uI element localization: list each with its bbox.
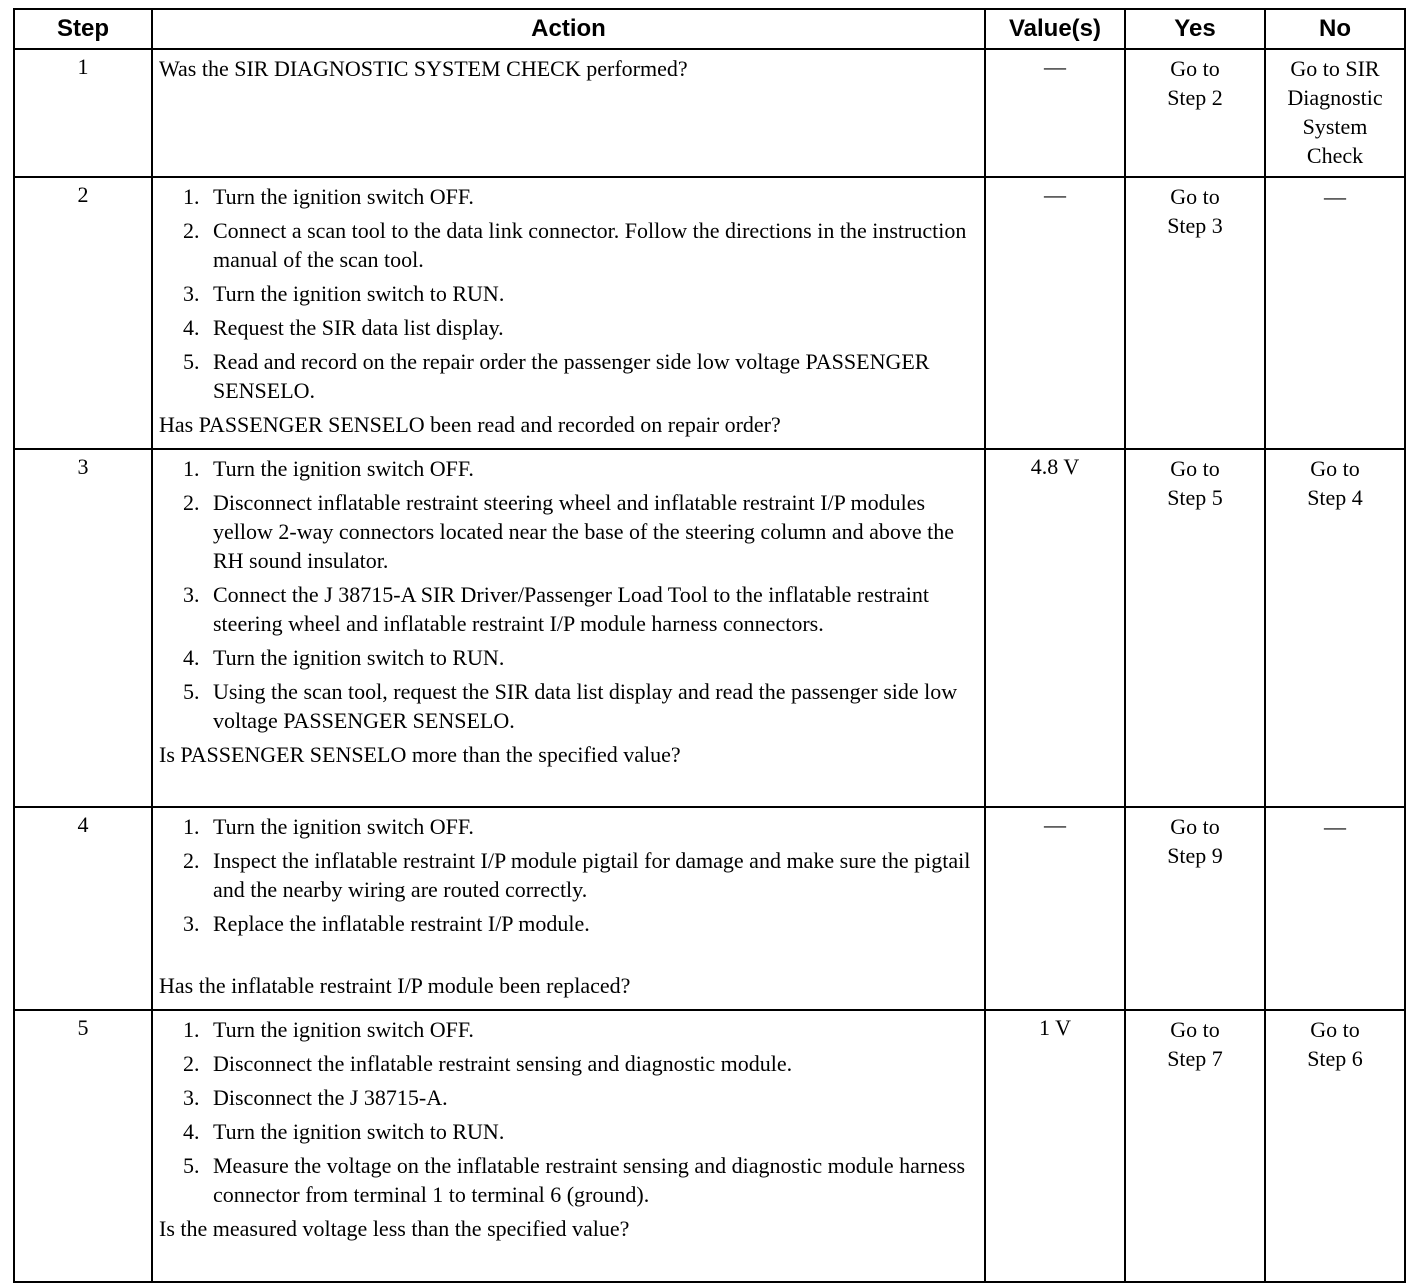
action-step-text: Request the SIR data list display. [213,315,504,340]
action-step-number: 3. [183,281,200,306]
action-cell [152,1010,985,1282]
no-cell [1265,807,1405,1010]
action-cell [152,49,985,177]
action-step-text: Connect a scan tool to the data link connector. Follow the directions in the instruction manual of the scan tool. [213,218,967,272]
header-action: Action [152,9,985,49]
step-number: 3 [14,449,152,807]
yes-line: Step 9 [1167,843,1223,868]
yes-line: Step 5 [1167,485,1223,510]
action-step-item [159,1049,978,1078]
action-step-item [159,488,978,575]
action-step-item [159,1015,978,1044]
no-cell [1265,449,1405,807]
value-cell: 1 V [985,1010,1125,1282]
no-line: Go to [1310,456,1360,481]
action-cell [152,177,985,449]
action-step-number: 3. [183,1085,200,1110]
action-step-item [159,1151,978,1209]
yes-cell [1125,449,1265,807]
action-step-text: Replace the inflatable restraint I/P module. [213,911,590,936]
yes-cell [1125,49,1265,177]
action-step-item [159,347,978,405]
action-step-number: 5. [183,679,200,704]
action-step-item [159,643,978,672]
action-step-number: 3. [183,911,200,936]
header-step: Step [14,9,152,49]
action-step-number: 5. [183,1153,200,1178]
step-number: 4 [14,807,152,1010]
no-line: Go to SIR [1290,56,1380,81]
action-step-number: 1. [183,456,200,481]
step-number: 2 [14,177,152,449]
action-step-item [159,1083,978,1112]
yes-line: Step 3 [1167,213,1223,238]
table-header-row [14,9,1405,49]
step-question: Has the inflatable restraint I/P module been replaced? [159,973,631,998]
action-step-number: 4. [183,645,200,670]
action-step-text: Using the scan tool, request the SIR data list display and read the passenger side low voltage PASSENGER SENSELO. [213,679,958,733]
action-step-item [159,580,978,638]
action-step-text: Measure the voltage on the inflatable restraint sensing and diagnostic module harness connector from terminal 1 to terminal 6 (ground). [213,1153,966,1207]
action-step-text: Disconnect inflatable restraint steering wheel and inflatable restraint I/P modules yellow 2-way connectors located near the base of the steering column and above the RH sound insulator. [213,490,954,573]
action-step-text: Inspect the inflatable restraint I/P module pigtail for damage and make sure the pigtail and the nearby wiring are routed correctly. [213,848,971,902]
value-cell: — [985,807,1125,1010]
yes-line: Go to [1170,814,1220,839]
action-step-text: Turn the ignition switch OFF. [213,814,474,839]
no-line: Step 6 [1307,1046,1363,1071]
action-step-item [159,454,978,483]
action-step-item [159,313,978,342]
no-line: Diagnostic [1287,85,1383,110]
no-line: Check [1306,143,1364,168]
action-step-item [159,812,978,841]
action-step-text: Turn the ignition switch OFF. [213,456,474,481]
no-line: Step 4 [1307,485,1363,510]
yes-cell [1125,1010,1265,1282]
yes-line: Go to [1170,1017,1220,1042]
step-question: Has PASSENGER SENSELO been read and recorded on repair order? [159,412,781,437]
action-step-number: 1. [183,184,200,209]
yes-line: Go to [1170,184,1220,209]
table-row [14,807,1405,1010]
action-step-text: Connect the J 38715-A SIR Driver/Passenger Load Tool to the inflatable restraint steering wheel and inflatable restraint I/P module harness connectors. [213,582,929,636]
action-step-text: Turn the ignition switch OFF. [213,184,474,209]
action-step-number: 3. [183,582,200,607]
header-values: Value(s) [985,9,1125,49]
action-cell [152,807,985,1010]
action-step-number: 1. [183,814,200,839]
no-line: — [1324,184,1346,209]
table-row [14,1010,1405,1282]
action-step-item [159,216,978,274]
yes-cell [1125,177,1265,449]
action-step-number: 2. [183,490,200,515]
action-cell [152,449,985,807]
header-yes: Yes [1125,9,1265,49]
no-line: Go to [1310,1017,1360,1042]
action-step-text: Disconnect the inflatable restraint sensing and diagnostic module. [213,1051,793,1076]
action-step-text: Read and record on the repair order the passenger side low voltage PASSENGER SENSELO. [213,349,930,403]
step-number: 1 [14,49,152,177]
no-cell [1265,1010,1405,1282]
no-cell [1265,49,1405,177]
action-step-item [159,1117,978,1146]
no-line: — [1324,814,1346,839]
action-step-item [159,279,978,308]
step-question: Was the SIR DIAGNOSTIC SYSTEM CHECK performed? [159,56,688,81]
action-steps-list [159,1015,978,1209]
yes-line: Step 7 [1167,1046,1223,1071]
step-number: 5 [14,1010,152,1282]
action-step-item [159,846,978,904]
action-step-text: Turn the ignition switch to RUN. [213,645,505,670]
action-step-text: Turn the ignition switch OFF. [213,1017,474,1042]
action-steps-list [159,454,978,735]
action-step-number: 2. [183,1051,200,1076]
action-step-item [159,909,978,938]
step-question: Is the measured voltage less than the specified value? [159,1216,630,1241]
action-step-text: Disconnect the J 38715-A. [213,1085,448,1110]
action-step-number: 1. [183,1017,200,1042]
action-steps-list [159,812,978,938]
action-step-number: 2. [183,848,200,873]
yes-line: Go to [1170,456,1220,481]
action-step-text: Turn the ignition switch to RUN. [213,1119,505,1144]
no-line: System [1302,114,1368,139]
action-step-number: 4. [183,1119,200,1144]
header-no: No [1265,9,1405,49]
action-step-text: Turn the ignition switch to RUN. [213,281,505,306]
table-row [14,177,1405,449]
value-cell: — [985,177,1125,449]
action-step-item [159,677,978,735]
no-cell [1265,177,1405,449]
action-step-number: 2. [183,218,200,243]
yes-line: Step 2 [1167,85,1223,110]
action-step-item [159,182,978,211]
value-cell: 4.8 V [985,449,1125,807]
value-cell: — [985,49,1125,177]
spacer [159,943,978,971]
table-row [14,49,1405,177]
action-step-number: 5. [183,349,200,374]
table-row [14,449,1405,807]
action-steps-list [159,182,978,405]
step-question: Is PASSENGER SENSELO more than the specified value? [159,742,681,767]
diagnostic-table [13,8,1406,1283]
action-step-number: 4. [183,315,200,340]
yes-line: Go to [1170,56,1220,81]
yes-cell [1125,807,1265,1010]
